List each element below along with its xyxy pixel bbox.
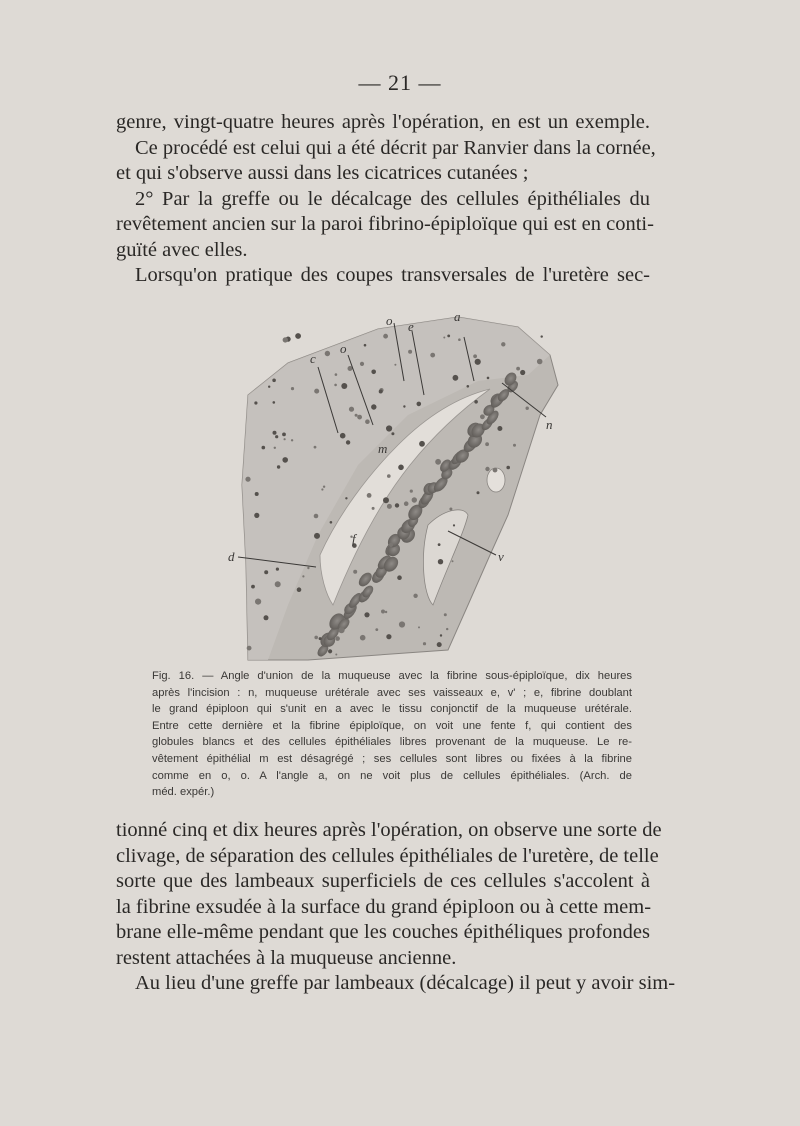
- cell-nucleus: [413, 594, 417, 598]
- cell-nucleus: [485, 467, 489, 471]
- cell-nucleus: [335, 654, 337, 656]
- caption-line: globules blancs et des cellules épithéliales libres provenant de la muqueuse. Le re-: [152, 736, 632, 749]
- text-line: Lorsqu'on pratique des coupes transversales de l'uretère sec-: [135, 264, 650, 286]
- cell-nucleus: [412, 497, 417, 502]
- cell-nucleus: [282, 433, 286, 437]
- cell-nucleus: [474, 400, 478, 404]
- label-e: e: [408, 319, 414, 334]
- label-o2: o: [340, 341, 347, 356]
- caption-line: après l'incision : n, muqueuse urétérale avec ses vaisseaux e, v' ; e, fibrine doublant: [152, 686, 632, 699]
- cell-nucleus: [387, 474, 391, 478]
- caption-line: Fig. 16. — Angle d'union de la muqueuse avec la fibrine sous-épiploïque, dix heures: [152, 670, 632, 682]
- cell-nucleus: [364, 344, 367, 347]
- label-f: f: [352, 531, 356, 546]
- cell-nucleus: [526, 407, 529, 410]
- cell-nucleus: [480, 414, 485, 419]
- cell-nucleus: [404, 501, 409, 506]
- caption-line: le grand épiploon qui s'unit en a avec le tissu conjonctif de la muqueuse urétérale.: [152, 703, 632, 716]
- cell-nucleus: [365, 419, 370, 424]
- cell-nucleus: [438, 559, 443, 564]
- cell-nucleus: [254, 513, 259, 518]
- cell-nucleus: [458, 338, 461, 341]
- figure-caption: [152, 668, 632, 801]
- bottom-paragraphs: [116, 818, 676, 997]
- cell-nucleus: [264, 570, 268, 574]
- cell-nucleus: [537, 359, 543, 365]
- cell-nucleus: [375, 628, 378, 631]
- cell-nucleus: [475, 359, 481, 365]
- text-line: restent attachées à la muqueuse ancienne.: [116, 946, 457, 969]
- cell-nucleus: [418, 626, 420, 628]
- cell-nucleus: [379, 390, 383, 394]
- cell-nucleus: [338, 627, 344, 633]
- cell-nucleus: [314, 446, 317, 449]
- cell-nucleus: [314, 389, 319, 394]
- cell-nucleus: [321, 488, 323, 490]
- cell-nucleus: [419, 441, 425, 447]
- label-n: n: [546, 417, 553, 432]
- cell-nucleus: [443, 337, 445, 339]
- cell-nucleus: [381, 610, 385, 614]
- text-line: Ce procédé est celui qui a été décrit par Ranvier dans la cornée,: [135, 136, 656, 159]
- cell-nucleus: [355, 414, 358, 417]
- cell-nucleus: [291, 387, 294, 390]
- cell-nucleus: [275, 581, 281, 587]
- cell-nucleus: [410, 490, 413, 493]
- cell-nucleus: [291, 439, 293, 441]
- cell-nucleus: [282, 457, 288, 463]
- cell-nucleus: [399, 621, 405, 627]
- cell-nucleus: [264, 615, 269, 620]
- text-line: tionné cinq et dix heures après l'opération, on observe une sorte de: [116, 819, 662, 841]
- cell-nucleus: [371, 404, 376, 409]
- cell-nucleus: [360, 362, 364, 366]
- cell-nucleus: [473, 354, 477, 358]
- cell-nucleus: [493, 468, 498, 473]
- cell-nucleus: [251, 585, 255, 589]
- cell-nucleus: [367, 493, 372, 498]
- cell-nucleus: [372, 507, 375, 510]
- cell-nucleus: [255, 492, 259, 496]
- cell-nucleus: [385, 611, 387, 613]
- top-paragraphs: [116, 110, 656, 289]
- cell-nucleus: [395, 503, 399, 507]
- cell-nucleus: [273, 401, 276, 404]
- cell-nucleus: [386, 634, 391, 639]
- cell-nucleus: [506, 466, 510, 470]
- cell-nucleus: [335, 636, 340, 641]
- cell-nucleus: [423, 642, 426, 645]
- cell-nucleus: [447, 335, 450, 338]
- cell-nucleus: [357, 415, 362, 420]
- cell-nucleus: [247, 646, 252, 651]
- caption-line: Entre cette dernière et la fibrine épiploïque, on voit une fente f, qui contient des: [152, 719, 632, 732]
- cell-nucleus: [334, 384, 337, 387]
- cell-nucleus: [383, 334, 388, 339]
- cell-nucleus: [275, 435, 278, 438]
- caption-line: méd. expér.): [152, 786, 215, 799]
- caption-line: comme en o, o. A l'angle a, on ne voit plus de cellules épithéliales. (Arch. de: [152, 769, 632, 782]
- label-v: v: [498, 549, 504, 564]
- cell-nucleus: [330, 521, 333, 524]
- cell-nucleus: [345, 497, 347, 499]
- cell-nucleus: [453, 524, 455, 526]
- cell-nucleus: [440, 634, 442, 636]
- cell-nucleus: [360, 635, 366, 641]
- cell-nucleus: [254, 401, 257, 404]
- cell-nucleus: [328, 649, 332, 653]
- label-d: d: [228, 549, 235, 564]
- cell-nucleus: [437, 642, 442, 647]
- cell-nucleus: [497, 426, 502, 431]
- cell-nucleus: [485, 442, 489, 446]
- cell-nucleus: [255, 599, 261, 605]
- cell-nucleus: [319, 637, 322, 640]
- label-c: c: [310, 351, 316, 366]
- text-line: clivage, de séparation des cellules épithéliales de l'uretère, de telle: [116, 844, 659, 867]
- cell-nucleus: [391, 432, 394, 435]
- cell-nucleus: [335, 373, 338, 376]
- cell-nucleus: [274, 447, 276, 449]
- cell-nucleus: [408, 350, 412, 354]
- cell-nucleus: [541, 335, 543, 337]
- text-line: sorte que des lambeaux superficiels de ces cellules s'accolent à: [116, 870, 650, 892]
- label-a: a: [454, 309, 461, 324]
- cell-nucleus: [307, 567, 309, 569]
- cell-nucleus: [452, 560, 454, 562]
- label-m: m: [378, 441, 388, 456]
- text-line: revêtement ancien sur la paroi fibrino-épiploïque qui est en conti-: [116, 213, 654, 235]
- cell-nucleus: [501, 342, 505, 346]
- cell-nucleus: [387, 504, 392, 509]
- cell-nucleus: [273, 431, 277, 435]
- cell-nucleus: [477, 491, 480, 494]
- page-number: — 21 —: [358, 70, 442, 95]
- text-line: guïté avec elles.: [116, 238, 248, 261]
- cell-nucleus: [435, 459, 441, 465]
- cell-nucleus: [520, 370, 525, 375]
- cell-nucleus: [364, 612, 369, 617]
- cell-nucleus: [386, 425, 392, 431]
- cell-nucleus: [438, 543, 441, 546]
- cell-nucleus: [314, 514, 319, 519]
- cell-nucleus: [284, 438, 286, 440]
- cell-nucleus: [453, 375, 459, 381]
- label-o: o: [386, 313, 393, 328]
- cell-nucleus: [353, 570, 357, 574]
- cell-nucleus: [349, 407, 354, 412]
- cell-nucleus: [325, 351, 330, 356]
- caption-line: vêtement épithélial m est désagrégé ; ses cellules sont libres ou fixées à la fibrine: [152, 752, 632, 765]
- histology-figure: [228, 305, 568, 665]
- text-line: la fibrine exsudée à la surface du grand épiploon ou à cette mem-: [116, 895, 652, 918]
- cell-nucleus: [277, 465, 280, 468]
- cell-nucleus: [276, 568, 279, 571]
- cell-nucleus: [449, 508, 452, 511]
- text-line: genre, vingt-quatre heures après l'opération, en est un exemple.: [116, 111, 650, 133]
- cell-nucleus: [467, 385, 470, 388]
- cell-nucleus: [283, 337, 288, 342]
- cell-nucleus: [314, 636, 318, 640]
- cell-nucleus: [383, 497, 389, 503]
- cell-nucleus: [394, 364, 396, 366]
- text-line: Au lieu d'une greffe par lambeaux (décalcage) il peut y avoir sim-: [135, 972, 676, 994]
- cell-nucleus: [323, 486, 325, 488]
- cell-nucleus: [341, 383, 347, 389]
- text-line: brane elle-même pendant que les couches épithéliques profondes: [116, 921, 650, 943]
- text-line: 2° Par la greffe ou le décalcage des cellules épithéliales du: [135, 187, 650, 210]
- cell-nucleus: [302, 575, 304, 577]
- cell-nucleus: [268, 386, 270, 388]
- cell-nucleus: [513, 444, 516, 447]
- cell-nucleus: [444, 613, 447, 616]
- cell-nucleus: [397, 575, 402, 580]
- cell-nucleus: [446, 628, 448, 630]
- cell-nucleus: [314, 533, 320, 539]
- cell-nucleus: [430, 353, 435, 358]
- cell-nucleus: [398, 465, 404, 471]
- cell-nucleus: [403, 405, 405, 407]
- cell-nucleus: [262, 446, 266, 450]
- cell-nucleus: [297, 587, 302, 592]
- cell-nucleus: [346, 440, 350, 444]
- cell-nucleus: [371, 370, 376, 375]
- cell-nucleus: [272, 379, 276, 383]
- cell-nucleus: [389, 543, 393, 547]
- cell-nucleus: [487, 377, 490, 380]
- cell-nucleus: [516, 367, 520, 371]
- cell-nucleus: [417, 402, 422, 407]
- text-line: et qui s'observe aussi dans les cicatrices cutanées ;: [116, 162, 529, 184]
- cell-nucleus: [295, 333, 301, 339]
- cell-nucleus: [340, 433, 346, 439]
- cell-nucleus: [245, 477, 250, 482]
